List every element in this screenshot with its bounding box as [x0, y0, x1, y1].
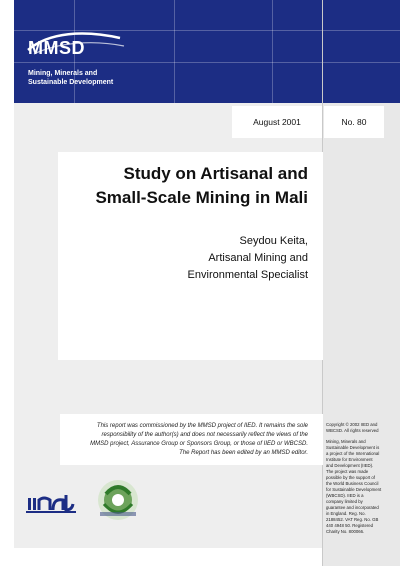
header-band	[14, 0, 400, 103]
title-line: Study on Artisanal and	[123, 164, 308, 183]
disclaimer-box	[60, 414, 323, 465]
project-line: in England. Reg. No.	[326, 511, 366, 516]
wbcsd-emblem-icon	[96, 474, 140, 522]
header-grid-line	[272, 0, 273, 103]
project-line: Sustainable Development is	[326, 445, 380, 450]
author-block	[68, 233, 308, 284]
project-line: The project was made	[326, 469, 369, 474]
author-line: Seydou Keita,	[239, 235, 308, 247]
project-line: Institute for Environment	[326, 457, 373, 462]
report-number: No. 80	[341, 117, 367, 127]
brand-name: MMSD	[28, 38, 85, 58]
project-line: possible by the support of	[326, 475, 375, 480]
report-date: August 2001	[253, 117, 301, 127]
project-line: and Development (IIED).	[326, 463, 374, 468]
disclaimer-line: responsibility of the author(s) and does not necessarily reflect the views of the	[101, 432, 308, 438]
project-line: company limited by	[326, 499, 363, 504]
title-box	[58, 152, 323, 360]
disclaimer-line: The Report has been edited by an MMSD editor.	[179, 450, 308, 456]
disclaimer-line: MMSD project, Assurance Group or Sponsors Group, or those of IIED or WBCSD.	[90, 441, 308, 447]
report-title	[68, 162, 308, 210]
project-line: Charity No. 800066.	[326, 529, 365, 534]
brand-tagline	[28, 69, 138, 87]
project-line: Mining, Minerals and	[326, 439, 366, 444]
iied-logo-icon	[26, 492, 76, 514]
header-grid-line	[174, 0, 175, 103]
number-box	[324, 106, 384, 138]
project-line: guarantee and incorporated	[326, 505, 379, 510]
copyright-paragraph	[326, 422, 398, 434]
copyright-line: WBCSD. All rights reserved	[326, 428, 379, 433]
title-line: Small-Scale Mining in Mali	[95, 188, 308, 207]
disclaimer-text	[68, 422, 308, 458]
project-line: a project of the International	[326, 451, 380, 456]
copyright-notice	[326, 422, 398, 540]
author-line: Artisanal Mining and	[208, 252, 308, 264]
project-paragraph	[326, 439, 398, 535]
author-line: Environmental Specialist	[187, 269, 308, 281]
project-line: for Sustainable Development	[326, 487, 382, 492]
copyright-line: Copyright © 2002 IIED and	[326, 422, 378, 427]
project-line: the World Business Council	[326, 481, 379, 486]
brand-tagline-line: Sustainable Development	[28, 79, 114, 86]
project-line: (WBCSD). IIED is a	[326, 493, 364, 498]
project-line: 440 4948 50. Registered	[326, 523, 374, 528]
project-line: 2188452. VAT Reg. No. GB	[326, 517, 379, 522]
brand-tagline-line: Mining, Minerals and	[28, 70, 98, 77]
date-box	[232, 106, 322, 138]
disclaimer-line: This report was commissioned by the MMSD project of IIED. It remains the sole	[96, 423, 308, 429]
